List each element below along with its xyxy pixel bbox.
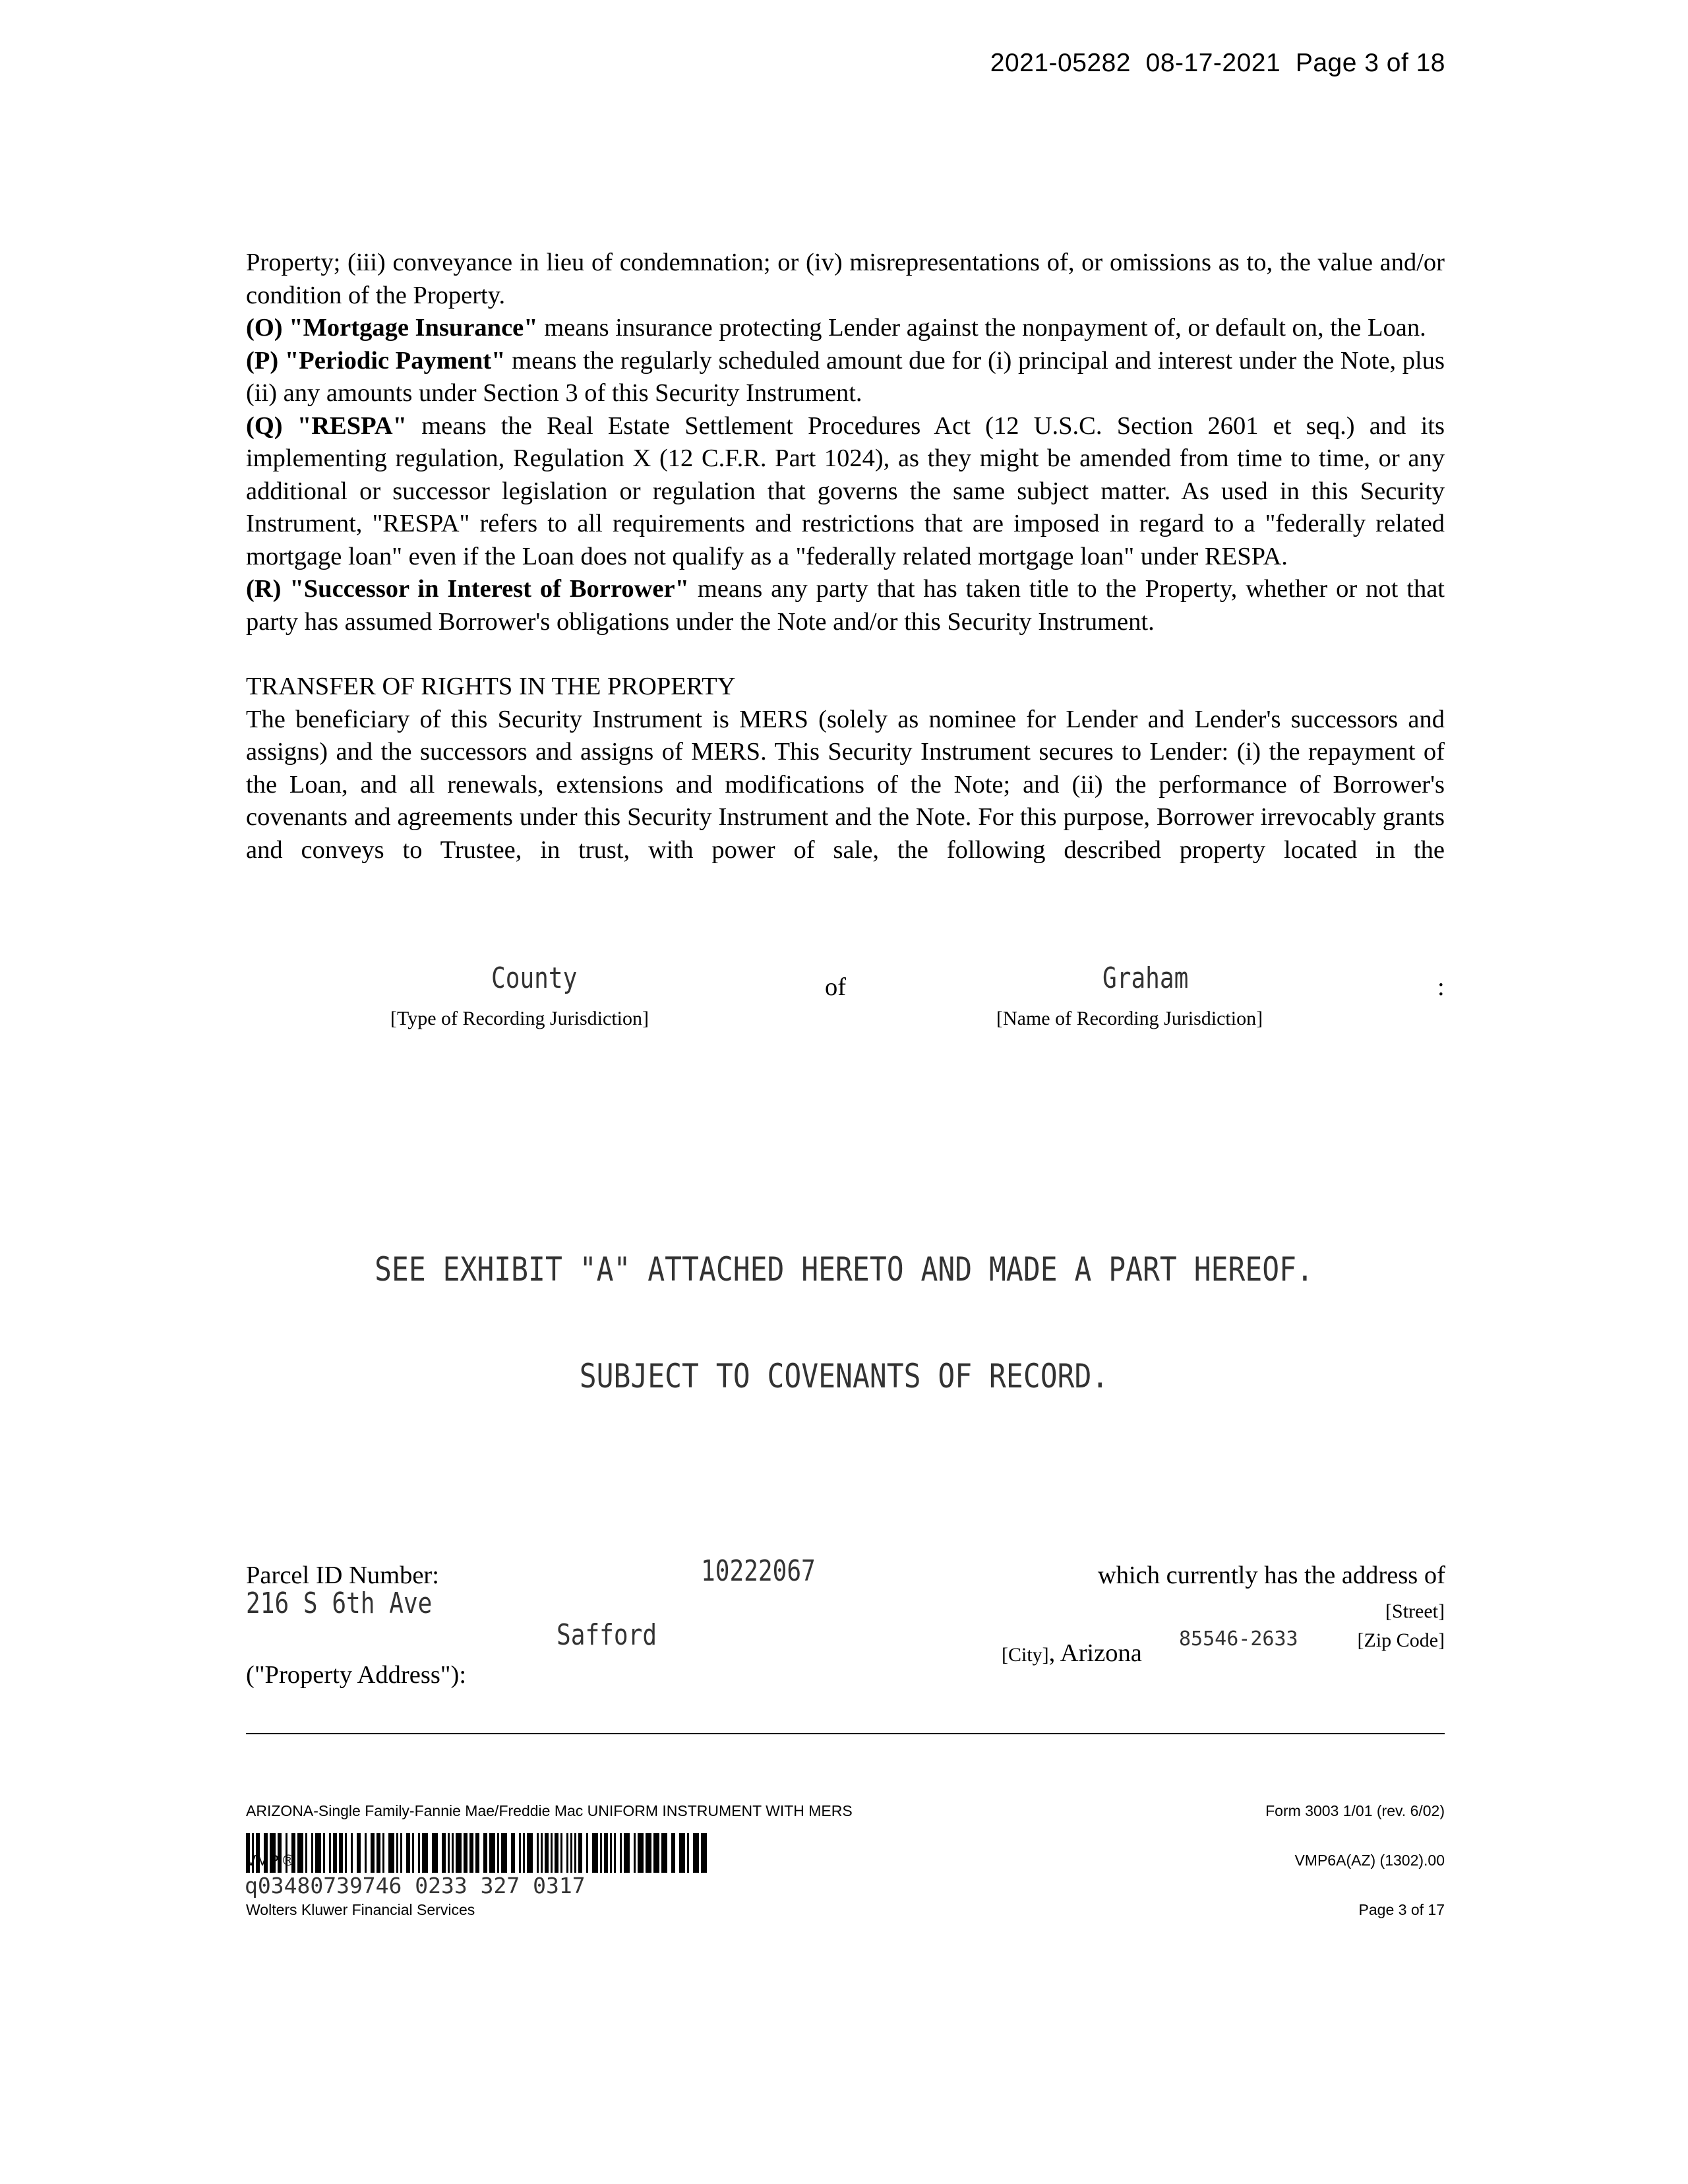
barcode-bar bbox=[329, 1833, 331, 1873]
barcode-bar bbox=[388, 1833, 394, 1873]
transfer-paragraph: The beneficiary of this Security Instrument is MERS (solely as nominee for Lender and Lender's successors and assigns) and the successors and assigns of MERS. This Security Instrument secures to Lender: (i) the repayment of the Loan, and all renewals, extensions and modifications of the Note; and (ii) the performance of Borrower's covenants and agreements under this Security Instrument and the Note. For this purpose, Borrower irrevocably grants and conveys to Trustee, in trust, with power of sale, the following described property located in the bbox=[246, 705, 1445, 864]
transfer-heading: TRANSFER OF RIGHTS IN THE PROPERTY bbox=[246, 673, 736, 700]
barcode-bar bbox=[246, 1833, 250, 1873]
barcode-bar bbox=[305, 1833, 307, 1873]
legal-description-exhibit bbox=[0, 1180, 1688, 1430]
footer-form-number: Form 3003 1/01 (rev. 6/02) bbox=[1265, 1802, 1445, 1819]
barcode-bar bbox=[400, 1833, 402, 1873]
address-intro: which currently has the address of bbox=[1097, 1562, 1445, 1589]
barcode-bar bbox=[541, 1833, 543, 1873]
street-value: 216 S 6th Ave bbox=[246, 1587, 433, 1620]
definition-continued: Property; (iii) conveyance in lieu of condemnation; or (iv) misrepresentations of, or omissions as to, the value and/or condition of the Property. bbox=[246, 249, 1445, 309]
barcode-bar bbox=[653, 1833, 659, 1873]
jurisdiction-of-word: of bbox=[825, 973, 847, 1001]
definition-term: (O) "Mortgage Insurance" bbox=[246, 314, 538, 342]
barcode-bar bbox=[624, 1833, 630, 1873]
exhibit-line-1: SEE EXHIBIT "A" ATTACHED HERETO AND MADE A PART HEREOF. bbox=[375, 1250, 1313, 1289]
barcode-bar bbox=[442, 1833, 446, 1873]
barcode-bar bbox=[566, 1833, 568, 1873]
barcode-graphic bbox=[246, 1833, 715, 1873]
footer-publisher: Wolters Kluwer Financial Services bbox=[246, 1901, 475, 1918]
jurisdiction-name-value: Graham bbox=[1102, 961, 1189, 995]
footer-form-title: ARIZONA-Single Family-Fannie Mae/Freddie Mac UNIFORM INSTRUMENT WITH MERS bbox=[246, 1802, 853, 1819]
barcode-bar bbox=[396, 1833, 398, 1873]
barcode-bar bbox=[497, 1833, 499, 1873]
barcode-bar bbox=[592, 1833, 598, 1873]
jurisdiction-name-label: [Name of Recording Jurisdiction] bbox=[996, 1008, 1263, 1029]
barcode-bar bbox=[406, 1833, 410, 1873]
definition-periodic-payment: (P) "Periodic Payment" means the regularly scheduled amount due for (i) principal and interest under the Note, plus (ii) any amounts under Section 3 of this Security Instrument. bbox=[246, 346, 1445, 407]
barcode-bar bbox=[586, 1833, 588, 1873]
definition-term: (Q) "RESPA" bbox=[246, 411, 407, 440]
city-value: Safford bbox=[557, 1618, 657, 1652]
footer-vmp-code: VMP6A(AZ) (1302).00 bbox=[1294, 1852, 1445, 1869]
barcode-bar bbox=[270, 1833, 276, 1873]
definition-respa: (Q) "RESPA" means the Real Estate Settlement Procedures Act (12 U.S.C. Section 2601 et seq.) and its implementing regulation, Regulation X (12 C.F.R. Part 1024), as they might be amended from time to time, or any additional or successor legislation or regulation that governs the same subject matter. As used in this Security Instrument, "RESPA" refers to all requirements and restrictions that are imposed in regard to a "federally related mortgage loan" even if the Loan does not qualify as a "federally related mortgage loan" under RESPA. bbox=[246, 411, 1445, 570]
definition-term: (P) "Periodic Payment" bbox=[246, 346, 506, 375]
barcode-bar bbox=[452, 1833, 454, 1873]
barcode-bar bbox=[610, 1833, 612, 1873]
barcode-bar bbox=[614, 1833, 616, 1873]
barcode-bar bbox=[422, 1833, 428, 1873]
exhibit-line-2: SUBJECT TO COVENANTS OF RECORD. bbox=[579, 1357, 1109, 1395]
footer-right bbox=[1265, 1770, 1445, 1935]
barcode-bar bbox=[382, 1833, 384, 1873]
jurisdiction-colon: : bbox=[1437, 973, 1445, 1001]
jurisdiction-type-label: [Type of Recording Jurisdiction] bbox=[390, 1008, 649, 1029]
barcode-bar bbox=[371, 1833, 375, 1873]
barcode-bar bbox=[475, 1833, 479, 1873]
barcode-bar bbox=[483, 1833, 487, 1873]
barcode-bar bbox=[693, 1833, 699, 1873]
barcode-bar bbox=[351, 1833, 353, 1873]
barcode-bar bbox=[418, 1833, 420, 1873]
barcode-bar bbox=[570, 1833, 572, 1873]
barcode-bar bbox=[377, 1833, 380, 1873]
barcode-bar bbox=[252, 1833, 254, 1873]
barcode-bar bbox=[537, 1833, 539, 1873]
barcode-bar bbox=[545, 1833, 549, 1873]
barcode-bar bbox=[620, 1833, 622, 1873]
barcode-bar bbox=[456, 1833, 462, 1873]
barcode-bar bbox=[464, 1833, 467, 1873]
barcode-bar bbox=[600, 1833, 602, 1873]
barcode-bar bbox=[646, 1833, 651, 1873]
barcode-bar bbox=[432, 1833, 438, 1873]
definition-mortgage-insurance: (O) "Mortgage Insurance" means insurance protecting Lender against the nonpayment of, or default on, the Loan. bbox=[246, 314, 1426, 342]
parcel-id-number: 10222067 bbox=[701, 1554, 816, 1588]
barcode-bar bbox=[560, 1833, 562, 1873]
barcode-bar bbox=[365, 1833, 367, 1873]
street-label: [Street] bbox=[1385, 1600, 1445, 1622]
barcode-bar bbox=[357, 1833, 361, 1873]
barcode-bar bbox=[638, 1833, 644, 1873]
barcode-bar bbox=[448, 1833, 450, 1873]
footer-page-number: Page 3 of 17 bbox=[1358, 1901, 1445, 1918]
definitions-section bbox=[246, 247, 1445, 866]
barcode-bar bbox=[297, 1833, 303, 1873]
city-label: [City] bbox=[1002, 1644, 1049, 1666]
barcode-bar bbox=[256, 1833, 260, 1873]
barcode-bar bbox=[523, 1833, 525, 1873]
jurisdiction-type-value: County bbox=[491, 961, 578, 995]
barcode-bar bbox=[511, 1833, 515, 1873]
barcode-bar bbox=[574, 1833, 576, 1873]
state-name: , Arizona bbox=[1048, 1639, 1142, 1667]
city-state-line bbox=[996, 1627, 1142, 1668]
barcode-bar bbox=[519, 1833, 521, 1873]
zip-value: 85546-2633 bbox=[1179, 1627, 1298, 1651]
parcel-id-label: Parcel ID Number: bbox=[246, 1562, 439, 1589]
barcode-bar bbox=[345, 1833, 347, 1873]
barcode-bar bbox=[661, 1833, 667, 1873]
barcode-bar bbox=[578, 1833, 582, 1873]
barcode-bar bbox=[501, 1833, 507, 1873]
barcode-bar bbox=[489, 1833, 495, 1873]
barcode-bar bbox=[311, 1833, 313, 1873]
barcode-bar bbox=[687, 1833, 689, 1873]
barcode-bar bbox=[679, 1833, 685, 1873]
barcode-bar bbox=[412, 1833, 414, 1873]
barcode-bar bbox=[286, 1833, 287, 1873]
barcode-bar bbox=[339, 1833, 343, 1873]
zip-label: [Zip Code] bbox=[1357, 1629, 1445, 1651]
barcode-bar bbox=[278, 1833, 282, 1873]
footer-vmp: VMP ® bbox=[246, 1852, 294, 1869]
barcode-bar bbox=[634, 1833, 636, 1873]
definition-term: (R) "Successor in Interest of Borrower" bbox=[246, 575, 689, 603]
recording-stamp: 2021-05282 08-17-2021 Page 3 of 18 bbox=[990, 49, 1445, 77]
barcode-number: q03480739746 0233 327 0317 bbox=[245, 1873, 586, 1898]
property-address-label: ("Property Address"): bbox=[246, 1661, 467, 1689]
barcode-bar bbox=[315, 1833, 321, 1873]
footer-divider bbox=[246, 1733, 1445, 1734]
barcode-bar bbox=[291, 1833, 295, 1873]
barcode-bar bbox=[264, 1833, 268, 1873]
barcode-bar bbox=[469, 1833, 473, 1873]
barcode-bar bbox=[551, 1833, 553, 1873]
barcode-bar bbox=[527, 1833, 533, 1873]
barcode-bar bbox=[555, 1833, 558, 1873]
definition-successor: (R) "Successor in Interest of Borrower" means any party that has taken title to the Property, whether or not that party has assumed Borrower's obligations under the Note and/or this Security Instrument. bbox=[246, 575, 1445, 636]
barcode-bar bbox=[323, 1833, 325, 1873]
barcode-bar bbox=[701, 1833, 707, 1873]
barcode-bar bbox=[604, 1833, 608, 1873]
barcode-bar bbox=[333, 1833, 337, 1873]
barcode-bar bbox=[671, 1833, 675, 1873]
